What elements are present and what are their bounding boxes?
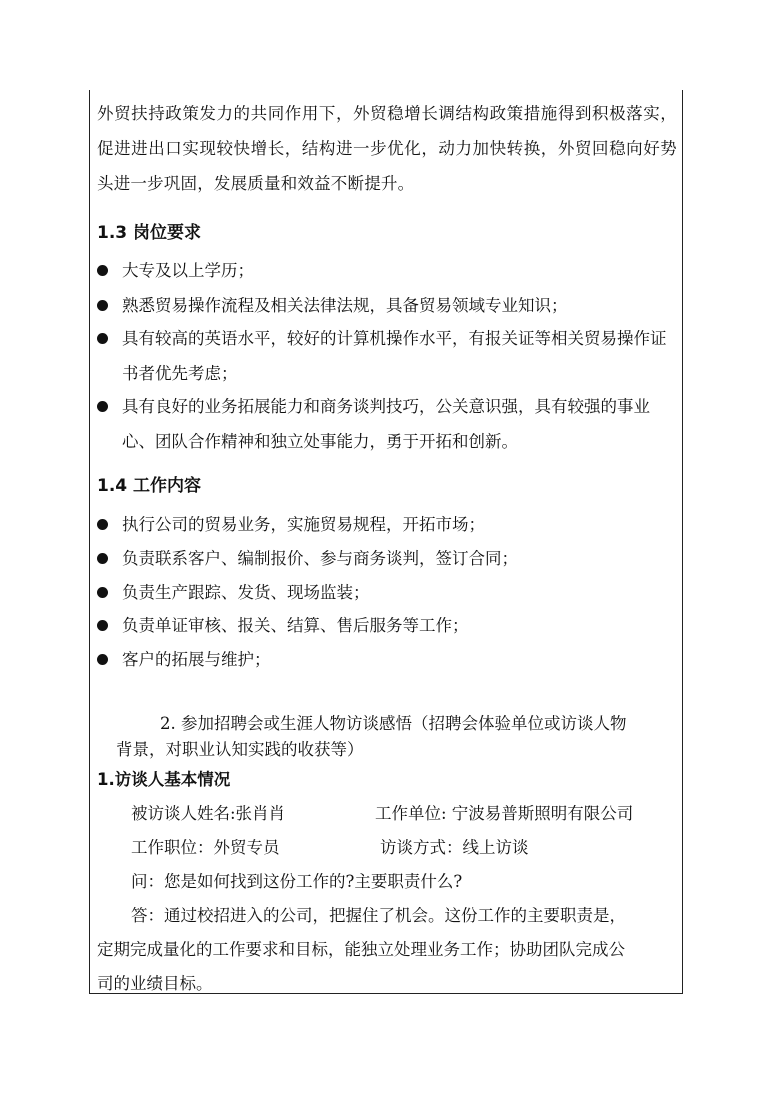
interview-method: 访谈方式：线上访谈 — [380, 838, 529, 857]
interview-heading: 1.访谈人基本情况 — [97, 770, 231, 789]
bullet-icon — [97, 620, 108, 631]
list-item: 大专及以上学历； — [97, 253, 679, 288]
list-item: 客户的拓展与维护； — [97, 642, 679, 677]
bullet-icon — [97, 401, 108, 412]
bullet-icon — [97, 587, 108, 598]
interview-answer-line1: 答：通过校招进入的公司，把握住了机会。这份工作的主要职责是， — [131, 906, 626, 925]
bullet-icon — [97, 300, 108, 311]
interview-question: 问：您是如何找到这份工作的?主要职责什么? — [131, 872, 463, 891]
interviewee-position: 工作职位：外贸专员 — [131, 838, 280, 857]
list-item: 具有较高的英语水平，较好的计算机操作水平，有报关证等相关贸易操作证书者优先考虑； — [97, 321, 679, 391]
list-item: 执行公司的贸易业务，实施贸易规程，开拓市场； — [97, 507, 679, 542]
section-1-4-heading: 1.4 工作内容 — [97, 476, 202, 496]
list-item: 具有良好的业务拓展能力和商务谈判技巧，公关意识强，具有较强的事业心、团队合作精神和独立处事能力，勇于开拓和创新。 — [97, 389, 679, 459]
bullet-icon — [97, 519, 108, 530]
bullet-icon — [97, 553, 108, 564]
section-1-3-heading: 1.3 岗位要求 — [97, 223, 202, 243]
part2-title-line1: 2. 参加招聘会或生涯人物访谈感悟（招聘会体验单位或访谈人物 — [160, 714, 627, 733]
list-item: 熟悉贸易操作流程及相关法律法规，具备贸易领域专业知识； — [97, 288, 679, 323]
interviewee-employer: 工作单位: 宁波易普斯照明有限公司 — [375, 804, 634, 823]
list-item: 负责联系客户、编制报价、参与商务谈判，签订合同； — [97, 541, 679, 576]
interview-answer-line3: 司的业绩目标。 — [97, 974, 213, 993]
bullet-icon — [97, 333, 108, 344]
interview-answer-line2: 定期完成量化的工作要求和目标，能独立处理业务工作；协助团队完成公 — [97, 940, 625, 959]
bullet-icon — [97, 265, 108, 276]
intro-paragraph: 外贸扶持政策发力的共同作用下，外贸稳增长调结构政策措施得到积极落实，促进进出口实现较快增长，结构进一步优化，动力加快转换，外贸回稳向好势头进一步巩固，发展质量和效益不断提升。 — [97, 104, 677, 193]
list-item: 负责单证审核、报关、结算、售后服务等工作； — [97, 608, 679, 643]
list-item: 负责生产跟踪、发货、现场监装； — [97, 575, 679, 610]
part2-title-line2: 背景，对职业认知实践的收获等） — [116, 740, 364, 759]
bullet-icon — [97, 654, 108, 665]
interviewee-name: 被访谈人姓名:张肖肖 — [131, 804, 286, 823]
